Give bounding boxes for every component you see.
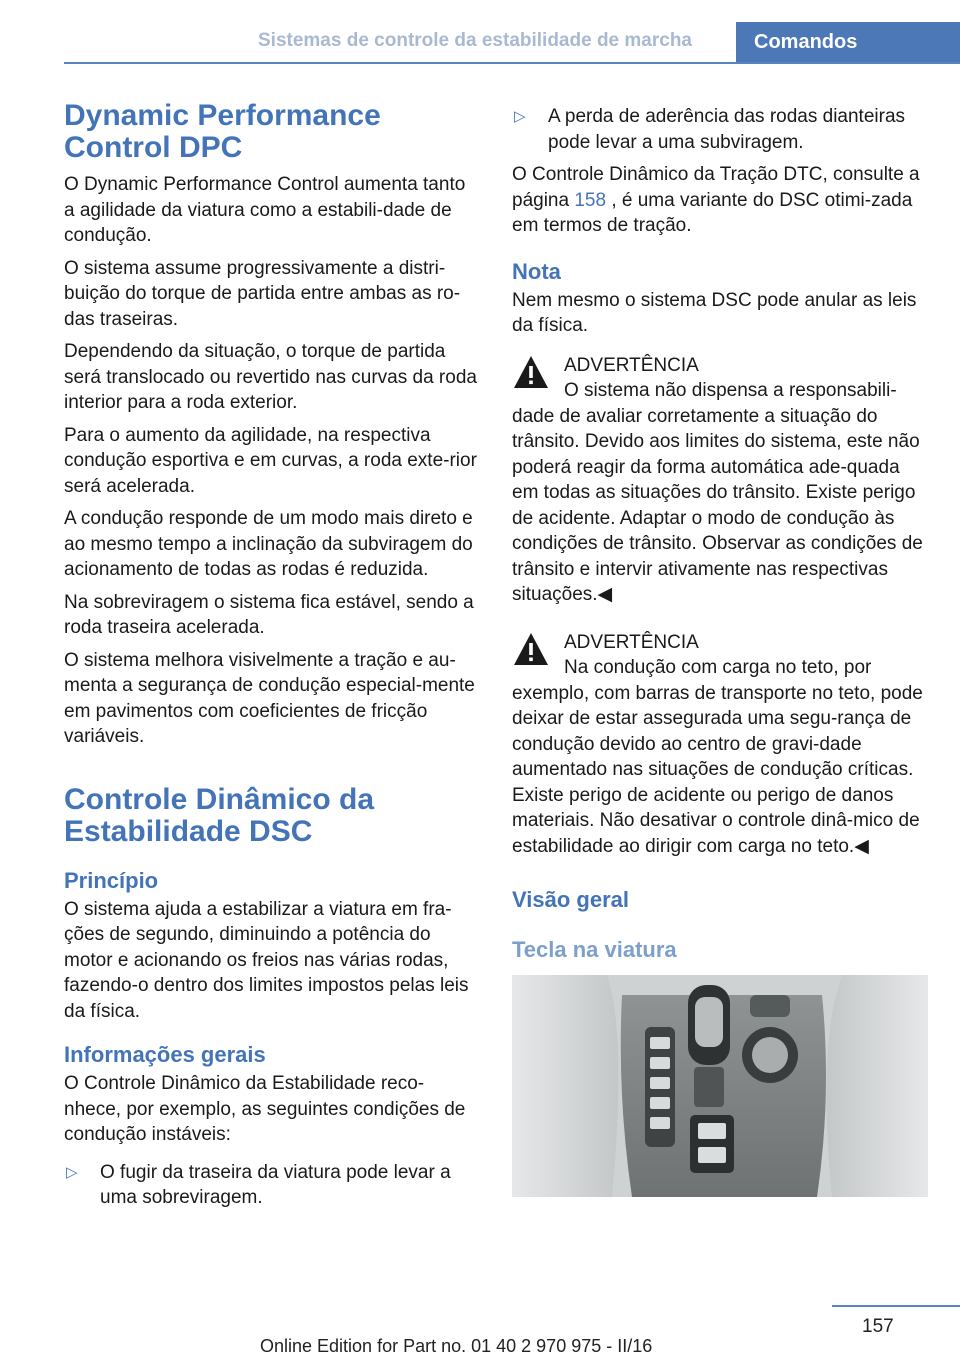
dtc-text-after: , é uma variante do DSC otimi‐zada em termos de tração.	[512, 189, 913, 236]
dpc-paragraph: Dependendo da situação, o torque de partida será translocado ou revertido nas curvas da roda interior para a roda exterior.	[64, 341, 477, 413]
right-column	[512, 104, 930, 1197]
triangle-bullet-icon: ▷	[66, 1163, 78, 1181]
dpc-paragraph: Na sobreviragem o sistema fica estável, sendo a roda traseira acelerada.	[64, 591, 474, 638]
warning-label: ADVERTÊNCIA	[564, 354, 699, 376]
dsc-heading: Controle Dinâmico da Estabilidade DSC	[64, 782, 375, 848]
triangle-bullet-icon: ▷	[514, 108, 526, 125]
dtc-paragraph	[512, 162, 930, 239]
header-section-title: Sistemas de controle da estabilidade de marcha	[258, 30, 692, 51]
page-number: 157	[862, 1316, 894, 1337]
dtc-text-before: O Controle Dinâmico da Tração DTC, consulte a página	[512, 164, 920, 211]
warning-block	[512, 353, 930, 608]
dpc-paragraph: A condução responde de um modo mais direto e ao mesmo tempo a inclinação da subviragem do acionamento de todas as rodas é reduzida.	[64, 508, 473, 580]
list-item	[512, 104, 930, 155]
dpc-paragraph: O Dynamic Performance Control aumenta tanto a agilidade da viatura como a estabili‐dade de condução.	[64, 174, 466, 246]
footer-divider	[832, 1305, 960, 1307]
overview-heading: Visão geral	[512, 887, 629, 912]
warning-first-line: Na condução com carga no teto, por	[564, 657, 872, 678]
dpc-heading: Dynamic Performance Control DPC	[64, 99, 381, 164]
page-reference-link[interactable]: 158	[574, 189, 607, 211]
warning-block	[512, 630, 930, 860]
left-column	[64, 100, 480, 1218]
nota-paragraph: Nem mesmo o sistema DSC pode anular as leis da física.	[512, 289, 917, 336]
warning-label: ADVERTÊNCIA	[564, 631, 699, 653]
list-item-text: O fugir da traseira da viatura pode levar a uma sobreviragem.	[100, 1161, 451, 1208]
info-paragraph: O Controle Dinâmico da Estabilidade reco‐nhece, por exemplo, as seguintes condições de condução instáveis:	[64, 1073, 466, 1145]
warning-triangle-icon	[512, 353, 550, 391]
warning-text: exemplo, com barras de transporte no teto, pode deixar de estar assegurada uma segu‐rança de condução devido ao centro de gravi‐dade aumentado nas situações de condução críticas. Existe perigo de acidente ou perigo de danos materiais. Não desativar o controle dinâ‐mico de estabilidade ao dirigir com carga no teto.◀	[512, 682, 923, 857]
center-console-photo	[512, 975, 928, 1197]
edition-note: Online Edition for Part no. 01 40 2 970 975 - II/16	[260, 1336, 653, 1356]
page-header	[0, 0, 960, 62]
dpc-paragraph: Para o aumento da agilidade, na respectiva condução esportiva e em curvas, a roda exte‐rior será acelerada.	[64, 424, 477, 497]
list-item-text: A perda de aderência das rodas dianteiras pode levar a uma subviragem.	[548, 106, 906, 153]
principio-heading: Princípio	[64, 867, 159, 893]
header-chapter-tab[interactable]: Comandos	[736, 22, 960, 62]
header-divider	[64, 62, 960, 64]
key-heading: Tecla na viatura	[512, 937, 677, 962]
info-heading: Informações gerais	[64, 1042, 266, 1067]
center-console-illustration	[512, 975, 928, 1197]
warning-first-line: O sistema não dispensa a responsabili‐	[564, 380, 897, 401]
warning-text: dade de avaliar corretamente a situação do trânsito. Devido aos limites do sistema, este não poderá reagir da forma automática ade‐quada em todas as situações do trânsito. Existe perigo de acidente. Adaptar o modo de condução às condições de trânsito. Observar as condições de trânsito e intervir ativamente nas respectivas situações.◀	[512, 405, 923, 605]
list-item	[64, 1160, 480, 1211]
nota-heading: Nota	[512, 258, 561, 284]
dpc-paragraph: O sistema melhora visivelmente a tração e au‐menta a segurança de condução especial‐mente em pavimentos com coeficientes de fricção variáveis.	[64, 649, 475, 747]
warning-triangle-icon	[512, 630, 550, 668]
principio-paragraph: O sistema ajuda a estabilizar a viatura em fra‐ções de segundo, diminuindo a potência do motor e acionando os freios nas várias rodas, fazendo-o dentro dos limites impostos pelas leis da física.	[64, 898, 469, 1022]
dpc-paragraph: O sistema assume progressivamente a distri‐buição do torque de partida entre ambas as ro‐das traseiras.	[64, 257, 461, 330]
